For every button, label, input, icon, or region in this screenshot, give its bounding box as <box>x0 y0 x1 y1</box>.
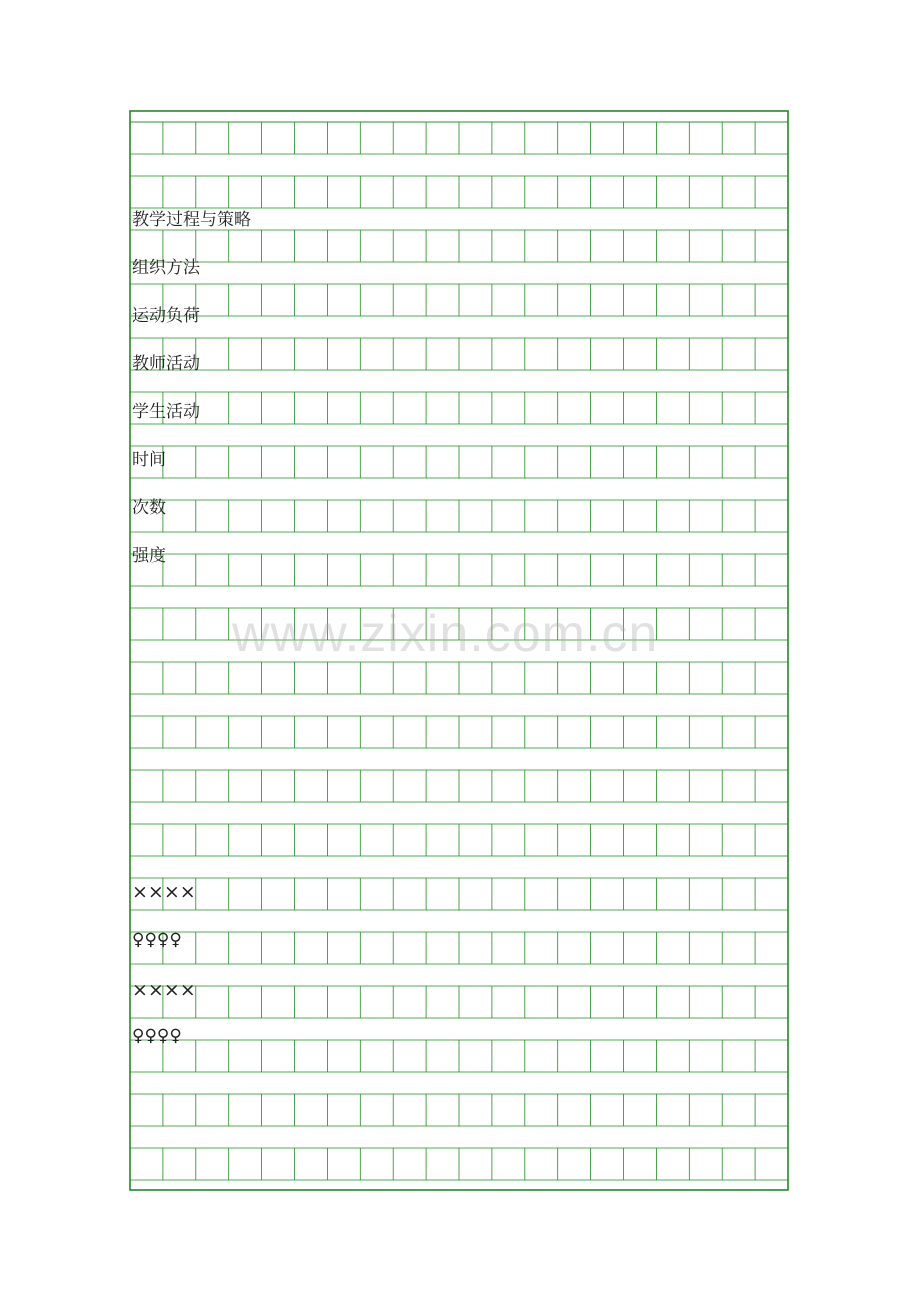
text-line-time: 时间 <box>132 450 166 470</box>
formation-row-1: ×××× <box>132 881 196 903</box>
text-line-intensity: 强度 <box>132 546 166 566</box>
formation-row-4: ♀♀♀♀ <box>132 1026 182 1046</box>
text-line-count: 次数 <box>132 498 166 518</box>
text-line-teacher: 教师活动 <box>132 354 200 374</box>
watermark: www.zixin.com.cn <box>232 605 659 663</box>
text-line-student: 学生活动 <box>132 402 200 422</box>
formation-row-3: ×××× <box>132 979 196 1001</box>
formation-row-2: ♀♀♀♀ <box>132 930 182 950</box>
text-line-load: 运动负荷 <box>132 306 200 326</box>
text-line-process: 教学过程与策略 <box>132 210 251 230</box>
text-line-method: 组织方法 <box>132 258 200 278</box>
